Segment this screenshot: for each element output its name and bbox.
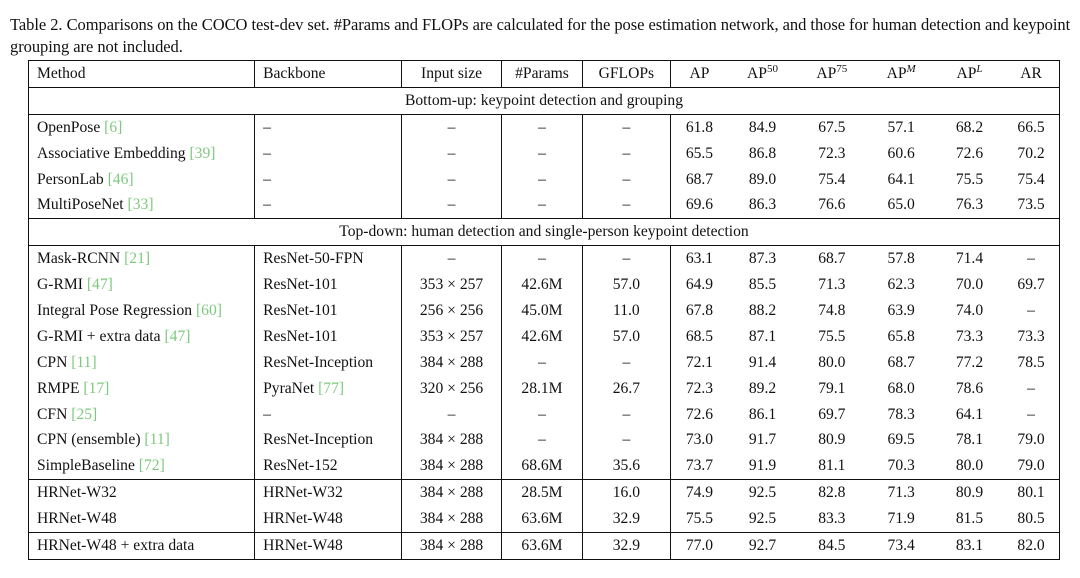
section-header-row — [29, 219, 1060, 246]
cell-ap: 72.1 — [685, 353, 714, 371]
cell-gflops: 16.0 — [582, 480, 670, 506]
cell-apm: 73.4 — [867, 533, 936, 560]
cell-apm: 69.5 — [887, 431, 915, 449]
cell-apl: 77.2 — [955, 353, 984, 371]
cell-ar: – — [1003, 402, 1059, 428]
backbone-name: ResNet-101 — [263, 327, 338, 345]
table-row — [29, 167, 1060, 193]
cell-params: 28.5M — [502, 480, 582, 506]
backbone-name: – — [263, 118, 271, 136]
cell-ap75: 67.5 — [818, 118, 846, 136]
table-row — [29, 324, 1060, 350]
cell-method — [29, 246, 255, 272]
method-name: HRNet-W48 — [37, 510, 117, 528]
cell-apm: 71.9 — [867, 506, 936, 532]
header-row — [29, 61, 1060, 88]
method-name: SimpleBaseline — [37, 457, 135, 475]
cell-params: – — [502, 350, 582, 376]
table-row — [29, 480, 1060, 506]
cell-gflops: 26.7 — [582, 376, 670, 402]
method-name: MultiPoseNet — [37, 196, 124, 214]
cell-ar: 79.0 — [1003, 427, 1059, 453]
citation-link[interactable]: [6] — [104, 118, 123, 136]
cell-backbone — [255, 324, 402, 350]
table-row — [29, 376, 1060, 402]
cell-apl: 78.1 — [955, 431, 984, 449]
cell-ap50: 91.7 — [748, 431, 777, 449]
cell-backbone — [255, 272, 402, 298]
cell-input: 353 × 257 — [401, 272, 501, 298]
method-name: G-RMI — [37, 276, 83, 294]
cell-method — [29, 272, 255, 298]
cell-backbone — [255, 506, 402, 532]
cell-ap: 77.0 — [671, 533, 728, 560]
backbone-name: ResNet-101 — [263, 301, 338, 319]
backbone-name: ResNet-101 — [263, 276, 338, 294]
cell-method — [29, 427, 255, 453]
cell-ap75: 84.5 — [797, 533, 866, 560]
backbone-name: – — [263, 170, 271, 188]
backbone-name: ResNet-152 — [263, 457, 338, 475]
cell-ap75: 83.3 — [797, 506, 866, 532]
header-params: #Params — [502, 61, 582, 88]
cell-ap50: 86.8 — [748, 144, 777, 162]
cell-ap: 63.1 — [685, 250, 714, 268]
backbone-name: ResNet-Inception — [263, 353, 374, 371]
cell-ap: 64.9 — [685, 276, 714, 294]
cell-params: – — [502, 192, 582, 218]
cell-apl: 68.2 — [955, 118, 984, 136]
cell-gflops: – — [582, 350, 670, 376]
cell-ap: 74.9 — [685, 484, 714, 502]
citation-link[interactable]: [17] — [83, 379, 110, 397]
cell-ap75: 80.9 — [818, 431, 846, 449]
cell-backbone — [255, 298, 402, 324]
cell-input: 384 × 288 — [401, 427, 501, 453]
cell-ap: 73.7 — [671, 453, 728, 479]
cell-params: 45.0M — [502, 298, 582, 324]
cell-ap75: 71.3 — [818, 276, 846, 294]
header-apm-base: AP — [886, 64, 907, 82]
header-ar: AR — [1003, 61, 1059, 88]
table-row — [29, 246, 1060, 272]
cell-apl: 80.0 — [936, 453, 1003, 479]
cell-ap50: 88.2 — [748, 301, 777, 319]
method-name: G-RMI + extra data — [37, 327, 161, 345]
cell-method — [29, 167, 255, 193]
citation-link[interactable]: [11] — [71, 353, 97, 371]
cell-apl: 78.6 — [955, 379, 984, 397]
cell-apm: 70.3 — [867, 453, 936, 479]
cell-input: – — [401, 192, 501, 218]
cell-ap50: 92.5 — [728, 506, 797, 532]
cell-apl: 64.1 — [955, 405, 984, 423]
table-row — [29, 114, 1060, 140]
cell-ar: 73.3 — [1003, 324, 1059, 350]
cell-apm: 68.0 — [887, 379, 915, 397]
cell-apl: 71.4 — [955, 250, 984, 268]
cell-gflops: 32.9 — [582, 506, 670, 532]
cell-method — [29, 376, 255, 402]
section-title: Top-down: human detection and single-person keypoint detection — [29, 219, 1060, 246]
cell-ap75: 82.8 — [818, 484, 846, 502]
table-row — [29, 453, 1060, 479]
cell-gflops: 57.0 — [582, 272, 670, 298]
cell-ap50: 86.1 — [748, 405, 777, 423]
cell-input: 384 × 288 — [401, 453, 501, 479]
cell-ar: 75.4 — [1003, 167, 1059, 193]
cell-input: 353 × 257 — [401, 324, 501, 350]
header-ap75-base: AP — [816, 64, 837, 82]
header-backbone: Backbone — [255, 61, 402, 88]
cell-ap50: 87.1 — [748, 327, 777, 345]
cell-input: – — [401, 246, 501, 272]
cell-method — [29, 114, 255, 140]
cell-ap75: 75.5 — [818, 327, 846, 345]
cell-ap: 68.5 — [685, 327, 714, 345]
cell-input: – — [401, 141, 501, 167]
results-table — [28, 60, 1060, 560]
citation-link[interactable]: [11] — [144, 431, 170, 449]
method-name: OpenPose — [37, 118, 101, 136]
header-ap: AP — [671, 61, 728, 88]
table-row — [29, 350, 1060, 376]
backbone-name: ResNet-Inception — [263, 431, 374, 449]
table-row — [29, 402, 1060, 428]
cell-ap: 75.5 — [671, 506, 728, 532]
cell-ap50: 92.7 — [728, 533, 797, 560]
cell-ar: 79.0 — [1003, 453, 1059, 479]
method-name: Integral Pose Regression — [37, 301, 193, 319]
cell-apm: 57.8 — [887, 250, 915, 268]
cell-params: 42.6M — [502, 272, 582, 298]
cell-gflops: – — [582, 167, 670, 193]
cell-method — [29, 298, 255, 324]
backbone-name: ResNet-50-FPN — [263, 250, 364, 268]
cell-backbone — [255, 246, 402, 272]
cell-input: 384 × 288 — [401, 506, 501, 532]
section-header-row — [29, 87, 1060, 114]
table-row — [29, 298, 1060, 324]
cell-method — [29, 453, 255, 479]
cell-gflops: – — [582, 192, 670, 218]
cell-apl: 80.9 — [955, 484, 984, 502]
cell-ap75: 76.6 — [797, 192, 866, 218]
cell-backbone — [255, 480, 402, 506]
cell-apm: 68.7 — [887, 353, 915, 371]
cell-ar: 73.5 — [1003, 192, 1059, 218]
cell-ap75: 79.1 — [818, 379, 846, 397]
cell-backbone — [255, 533, 402, 560]
cell-apl: 81.5 — [936, 506, 1003, 532]
cell-ar: – — [1003, 298, 1059, 324]
table-caption: Table 2. Comparisons on the COCO test-dev set. #Params and FLOPs are calculated for the pose estimation network, and those for human detection and keypoint grouping are not included. — [10, 15, 1071, 56]
cell-apm: 57.1 — [887, 118, 915, 136]
section-title: Bottom-up: keypoint detection and grouping — [29, 87, 1060, 114]
cell-input: – — [401, 167, 501, 193]
cell-method — [29, 192, 255, 218]
header-ap50-sup: 50 — [766, 62, 778, 75]
cell-ar: 80.5 — [1003, 506, 1059, 532]
cell-apl: 83.1 — [936, 533, 1003, 560]
cell-params: – — [502, 141, 582, 167]
cell-method — [29, 533, 255, 560]
cell-method — [29, 480, 255, 506]
cell-apm: 71.3 — [887, 484, 915, 502]
backbone-name: – — [263, 196, 271, 214]
header-ap50-base: AP — [747, 64, 767, 82]
header-apl-base: AP — [956, 64, 977, 82]
cell-input: 256 × 256 — [401, 298, 501, 324]
cell-gflops: 35.6 — [582, 453, 670, 479]
cell-params: – — [502, 427, 582, 453]
cell-ap: 69.6 — [671, 192, 728, 218]
cell-params: 63.6M — [502, 506, 582, 532]
cell-ap: 72.6 — [685, 405, 714, 423]
header-ap50 — [728, 61, 797, 88]
cell-method — [29, 402, 255, 428]
cell-ap: 72.3 — [685, 379, 714, 397]
method-name: PersonLab — [37, 170, 104, 188]
cell-params: 63.6M — [502, 533, 582, 560]
backbone-name: – — [263, 405, 271, 423]
cell-params: – — [502, 246, 582, 272]
cell-input: 384 × 288 — [401, 350, 501, 376]
cell-gflops: 57.0 — [582, 324, 670, 350]
cell-backbone — [255, 453, 402, 479]
cell-ap50: 87.3 — [748, 250, 777, 268]
cell-ap75: 68.7 — [818, 250, 846, 268]
header-apm — [867, 61, 936, 88]
header-ap75-sup: 75 — [836, 62, 848, 75]
cell-ap50: 92.5 — [748, 484, 777, 502]
cell-params: 68.6M — [502, 453, 582, 479]
citation-link[interactable]: [47] — [164, 327, 191, 345]
cell-ap50: 91.4 — [748, 353, 777, 371]
citation-link[interactable]: [33] — [127, 196, 154, 214]
cell-backbone — [255, 167, 402, 193]
cell-apm: 64.1 — [887, 170, 915, 188]
cell-backbone — [255, 141, 402, 167]
header-method: Method — [29, 61, 255, 88]
cell-ap: 68.7 — [685, 170, 714, 188]
header-input-size: Input size — [401, 61, 501, 88]
citation-link[interactable]: [77] — [318, 379, 345, 397]
cell-input: 384 × 288 — [401, 480, 501, 506]
cell-ap75: 74.8 — [818, 301, 846, 319]
citation-link[interactable]: [72] — [138, 457, 165, 475]
cell-ap75: 75.4 — [818, 170, 846, 188]
method-name: CFN — [37, 405, 68, 423]
cell-apm: 60.6 — [887, 144, 915, 162]
cell-ap75: 69.7 — [818, 405, 846, 423]
cell-backbone — [255, 350, 402, 376]
cell-method — [29, 350, 255, 376]
header-ap75 — [797, 61, 866, 88]
cell-gflops: 11.0 — [582, 298, 670, 324]
cell-method — [29, 506, 255, 532]
cell-params: 28.1M — [502, 376, 582, 402]
cell-ar: – — [1003, 246, 1059, 272]
cell-params: – — [502, 402, 582, 428]
cell-ap50: 89.0 — [748, 170, 777, 188]
backbone-name: – — [263, 144, 271, 162]
cell-apm: 78.3 — [887, 405, 915, 423]
cell-ar: 80.1 — [1003, 480, 1059, 506]
header-apl-sup: L — [976, 62, 983, 75]
citation-link[interactable]: [60] — [195, 301, 222, 319]
cell-ar: 69.7 — [1003, 272, 1059, 298]
cell-ap50: 84.9 — [748, 118, 777, 136]
table-row — [29, 533, 1060, 560]
cell-backbone — [255, 376, 402, 402]
cell-input: 384 × 288 — [401, 533, 501, 560]
table-row — [29, 192, 1060, 218]
method-name: Mask-RCNN — [37, 250, 121, 268]
table-body — [29, 87, 1060, 559]
table-row — [29, 141, 1060, 167]
method-name: HRNet-W32 — [37, 484, 117, 502]
cell-ap: 65.5 — [685, 144, 714, 162]
header-gflops: GFLOPs — [582, 61, 670, 88]
cell-apm: 62.3 — [887, 276, 915, 294]
cell-ap50: 89.2 — [748, 379, 777, 397]
cell-method — [29, 141, 255, 167]
method-name: CPN (ensemble) — [37, 431, 141, 449]
method-name: HRNet-W48 + extra data — [37, 536, 195, 554]
cell-input: – — [401, 114, 501, 140]
table-row — [29, 272, 1060, 298]
cell-ap50: 91.9 — [728, 453, 797, 479]
method-name: Associative Embedding — [37, 144, 186, 162]
cell-gflops: – — [582, 402, 670, 428]
cell-backbone — [255, 427, 402, 453]
cell-gflops: – — [582, 141, 670, 167]
cell-ap50: 85.5 — [748, 276, 777, 294]
cell-gflops: – — [582, 114, 670, 140]
cell-ap: 67.8 — [685, 301, 714, 319]
cell-backbone — [255, 402, 402, 428]
method-name: RMPE — [37, 379, 80, 397]
cell-gflops: – — [582, 427, 670, 453]
cell-gflops: 32.9 — [582, 533, 670, 560]
cell-apl: 76.3 — [936, 192, 1003, 218]
citation-link[interactable]: [21] — [124, 250, 151, 268]
cell-apl: 74.0 — [955, 301, 984, 319]
cell-ap75: 72.3 — [818, 144, 846, 162]
backbone-name: HRNet-W48 — [263, 510, 343, 528]
cell-ar: 78.5 — [1003, 350, 1059, 376]
cell-ar: 70.2 — [1003, 141, 1059, 167]
method-name: CPN — [37, 353, 68, 371]
cell-ap: 61.8 — [685, 118, 714, 136]
cell-backbone — [255, 192, 402, 218]
citation-link[interactable]: [47] — [86, 276, 113, 294]
table-row — [29, 506, 1060, 532]
cell-apl: 70.0 — [955, 276, 984, 294]
citation-link[interactable]: [39] — [189, 144, 216, 162]
cell-ar: 82.0 — [1003, 533, 1059, 560]
cell-ar: – — [1003, 376, 1059, 402]
cell-apl: 75.5 — [955, 170, 984, 188]
cell-gflops: – — [582, 246, 670, 272]
backbone-name: PyraNet — [263, 379, 315, 397]
cell-ap75: 81.1 — [797, 453, 866, 479]
backbone-name: HRNet-W48 — [263, 536, 343, 554]
cell-params: 42.6M — [502, 324, 582, 350]
cell-apm: 65.0 — [867, 192, 936, 218]
cell-method — [29, 324, 255, 350]
cell-ar: 66.5 — [1003, 114, 1059, 140]
cell-apl: 72.6 — [955, 144, 984, 162]
cell-apm: 65.8 — [887, 327, 915, 345]
cell-ap: 73.0 — [685, 431, 714, 449]
cell-apm: 63.9 — [887, 301, 915, 319]
cell-ap50: 86.3 — [728, 192, 797, 218]
cell-ap75: 80.0 — [818, 353, 846, 371]
header-apm-sup: M — [906, 62, 916, 75]
backbone-name: HRNet-W32 — [263, 484, 343, 502]
cell-input: – — [401, 402, 501, 428]
cell-params: – — [502, 114, 582, 140]
citation-link[interactable]: [46] — [107, 170, 134, 188]
cell-input: 320 × 256 — [401, 376, 501, 402]
cell-apl: 73.3 — [955, 327, 984, 345]
cell-params: – — [502, 167, 582, 193]
cell-backbone — [255, 114, 402, 140]
table-row — [29, 427, 1060, 453]
citation-link[interactable]: [25] — [71, 405, 98, 423]
header-apl — [936, 61, 1003, 88]
